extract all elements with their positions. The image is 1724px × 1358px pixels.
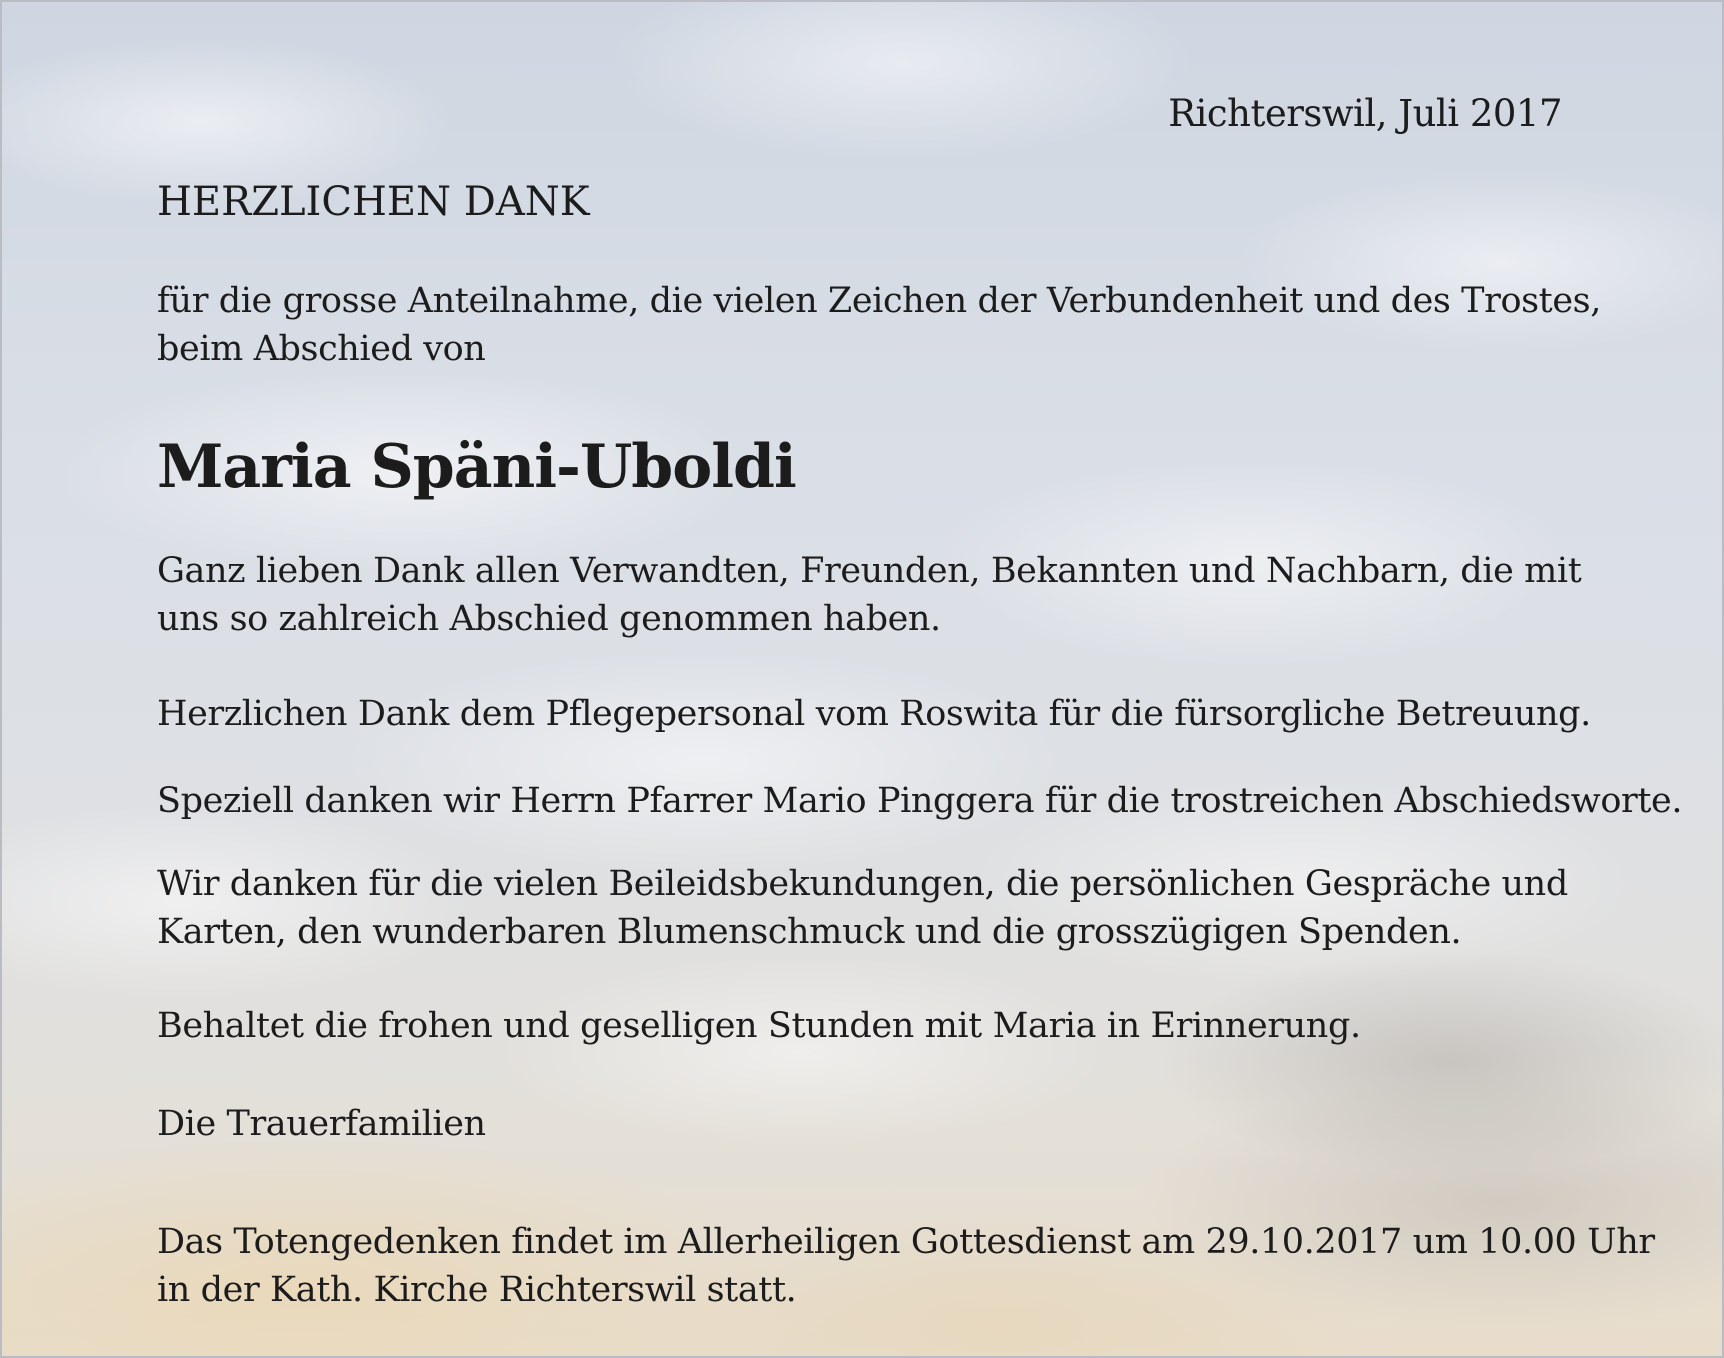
intro-line: für die grosse Anteilnahme, die vielen Zeichen der Verbundenheit und des Trostes,: [157, 281, 1601, 321]
intro-paragraph: [157, 277, 1601, 373]
signature: Die Trauerfamilien: [157, 1104, 486, 1144]
dateline: Richterswil, Juli 2017: [1168, 92, 1562, 135]
memorial-service-paragraph: [157, 1218, 1655, 1314]
thanks-relatives-paragraph: [157, 547, 1581, 643]
thanks-relatives-line: uns so zahlreich Abschied genommen haben.: [157, 599, 941, 639]
intro-line: beim Abschied von: [157, 329, 486, 369]
thanks-pastor-paragraph: Speziell danken wir Herrn Pfarrer Mario Pinggera für die trostreichen Abschiedsworte.: [157, 781, 1683, 821]
thanks-relatives-line: Ganz lieben Dank allen Verwandten, Freunden, Bekannten und Nachbarn, die mit: [157, 551, 1582, 591]
thanks-condolences-paragraph: [157, 860, 1568, 956]
deceased-name: Maria Späni-Uboldi: [157, 432, 796, 502]
thanks-care-paragraph: Herzlichen Dank dem Pflegepersonal vom Roswita für die fürsorgliche Betreuung.: [157, 694, 1591, 734]
memorial-service-line: in der Kath. Kirche Richterswil statt.: [157, 1270, 797, 1310]
memorial-service-line: Das Totengedenken findet im Allerheiligen Gottesdienst am 29.10.2017 um 10.00 Uhr: [157, 1222, 1655, 1262]
thanks-condolences-line: Wir danken für die vielen Beileidsbekundungen, die persönlichen Gespräche und: [157, 864, 1568, 904]
remembrance-paragraph: Behaltet die frohen und geselligen Stunden mit Maria in Erinnerung.: [157, 1006, 1361, 1046]
notice-heading: HERZLICHEN DANK: [157, 179, 590, 225]
thanks-condolences-line: Karten, den wunderbaren Blumenschmuck und die grosszügigen Spenden.: [157, 912, 1462, 952]
